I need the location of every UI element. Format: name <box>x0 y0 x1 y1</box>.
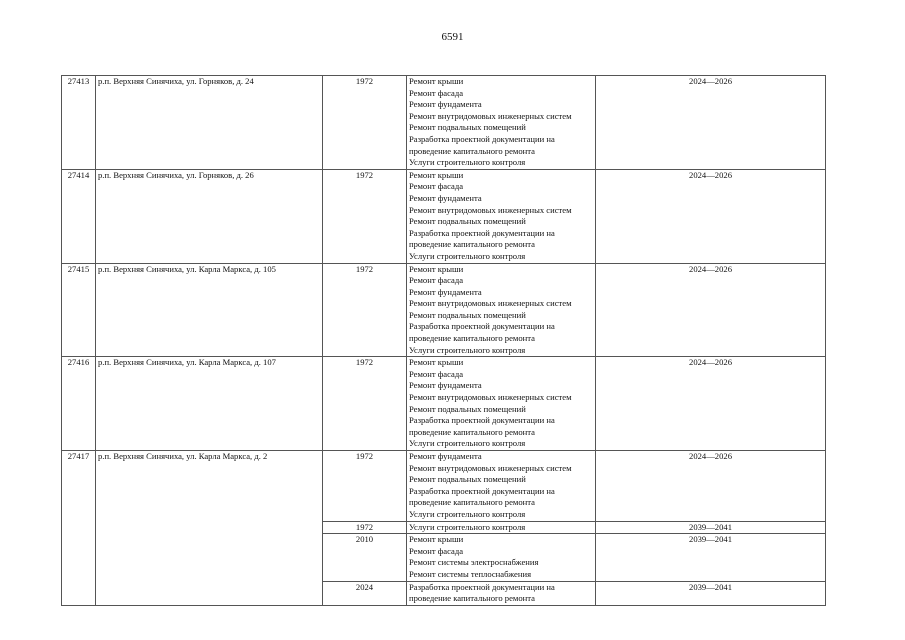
year-cell: 1972 <box>323 451 407 522</box>
work-item: проведение капитального ремонта <box>409 239 535 250</box>
work-item: Услуги строительного контроля <box>409 157 526 168</box>
work-item: Ремонт фундамента <box>409 99 482 110</box>
address-cell: р.п. Верхняя Синячиха, ул. Карла Маркса, д. 2 <box>96 451 323 606</box>
work-item: Ремонт внутридомовых инженерных систем <box>409 110 572 121</box>
year-cell: 2024 <box>323 581 407 605</box>
work-item: Ремонт внутридомовых инженерных систем <box>409 204 572 215</box>
work-item: Ремонт внутридомовых инженерных систем <box>409 298 572 309</box>
work-item: Ремонт подвальных помещений <box>409 474 526 485</box>
work-item: Ремонт внутридомовых инженерных систем <box>409 392 572 403</box>
work-item: проведение капитального ремонта <box>409 426 535 437</box>
work-item: Ремонт внутридомовых инженерных систем <box>409 462 572 473</box>
address-cell: р.п. Верхняя Синячиха, ул. Горняков, д. 26 <box>96 169 323 263</box>
table-row <box>62 357 826 451</box>
work-item: Услуги строительного контроля <box>409 521 526 532</box>
row-number: 27413 <box>62 76 96 170</box>
period-cell: 2039—2041 <box>596 534 826 581</box>
work-item: Ремонт фундамента <box>409 192 482 203</box>
work-item: Разработка проектной документации на <box>409 133 555 144</box>
period-cell: 2039—2041 <box>596 521 826 534</box>
table-row <box>62 451 826 522</box>
period-cell: 2024—2026 <box>596 169 826 263</box>
works-cell <box>407 581 596 605</box>
work-item: Ремонт крыши <box>409 263 464 274</box>
row-number: 27416 <box>62 357 96 451</box>
works-cell <box>407 76 596 170</box>
work-item: Разработка проектной документации на <box>409 485 555 496</box>
work-item: проведение капитального ремонта <box>409 593 535 604</box>
address-cell: р.п. Верхняя Синячиха, ул. Карла Маркса, д. 107 <box>96 357 323 451</box>
row-number: 27415 <box>62 263 96 357</box>
work-item: Ремонт крыши <box>409 534 464 545</box>
work-item: Ремонт фундамента <box>409 286 482 297</box>
period-cell: 2024—2026 <box>596 357 826 451</box>
period-cell: 2039—2041 <box>596 581 826 605</box>
year-cell: 1972 <box>323 76 407 170</box>
period-cell: 2024—2026 <box>596 263 826 357</box>
work-item: Ремонт крыши <box>409 357 464 368</box>
work-item: Разработка проектной документации на <box>409 227 555 238</box>
work-item: Ремонт подвальных помещений <box>409 122 526 133</box>
work-item: Ремонт системы электроснабжения <box>409 557 539 568</box>
work-item: Ремонт фундамента <box>409 380 482 391</box>
address-cell: р.п. Верхняя Синячиха, ул. Горняков, д. 24 <box>96 76 323 170</box>
work-item: Ремонт фасада <box>409 275 464 286</box>
address-cell: р.п. Верхняя Синячиха, ул. Карла Маркса, д. 105 <box>96 263 323 357</box>
work-item: Ремонт крыши <box>409 76 464 86</box>
work-item: Услуги строительного контроля <box>409 250 526 261</box>
work-item: Разработка проектной документации на <box>409 415 555 426</box>
period-cell: 2024—2026 <box>596 76 826 170</box>
works-cell <box>407 263 596 357</box>
work-item: Ремонт системы теплоснабжения <box>409 568 532 579</box>
works-cell <box>407 451 596 522</box>
work-item: Ремонт фасада <box>409 368 464 379</box>
table-row <box>62 263 826 357</box>
work-item: Ремонт крыши <box>409 169 464 180</box>
year-cell: 1972 <box>323 521 407 534</box>
row-number: 27414 <box>62 169 96 263</box>
work-item: Ремонт фасада <box>409 87 464 98</box>
work-item: Услуги строительного контроля <box>409 508 526 519</box>
year-cell: 1972 <box>323 169 407 263</box>
work-item: Разработка проектной документации на <box>409 321 555 332</box>
work-item: Услуги строительного контроля <box>409 438 526 449</box>
work-item: Ремонт подвальных помещений <box>409 216 526 227</box>
year-cell: 1972 <box>323 263 407 357</box>
work-item: Услуги строительного контроля <box>409 344 526 355</box>
row-number: 27417 <box>62 451 96 606</box>
table-body <box>62 76 826 606</box>
works-cell <box>407 169 596 263</box>
period-cell: 2024—2026 <box>596 451 826 522</box>
year-cell: 2010 <box>323 534 407 581</box>
work-item: Ремонт фасада <box>409 181 464 192</box>
works-cell <box>407 357 596 451</box>
table-row <box>62 76 826 170</box>
repair-schedule-table <box>61 75 826 606</box>
work-item: Ремонт подвальных помещений <box>409 309 526 320</box>
year-cell: 1972 <box>323 357 407 451</box>
work-item: Ремонт подвальных помещений <box>409 403 526 414</box>
work-item: Ремонт фасада <box>409 545 464 556</box>
work-item: проведение капитального ремонта <box>409 145 535 156</box>
works-cell <box>407 534 596 581</box>
work-item: проведение капитального ремонта <box>409 497 535 508</box>
table-row <box>62 169 826 263</box>
work-item: Ремонт фундамента <box>409 451 482 461</box>
page-number: 6591 <box>441 31 464 43</box>
works-cell <box>407 521 596 534</box>
work-item: проведение капитального ремонта <box>409 333 535 344</box>
work-item: Разработка проектной документации на <box>409 581 555 592</box>
